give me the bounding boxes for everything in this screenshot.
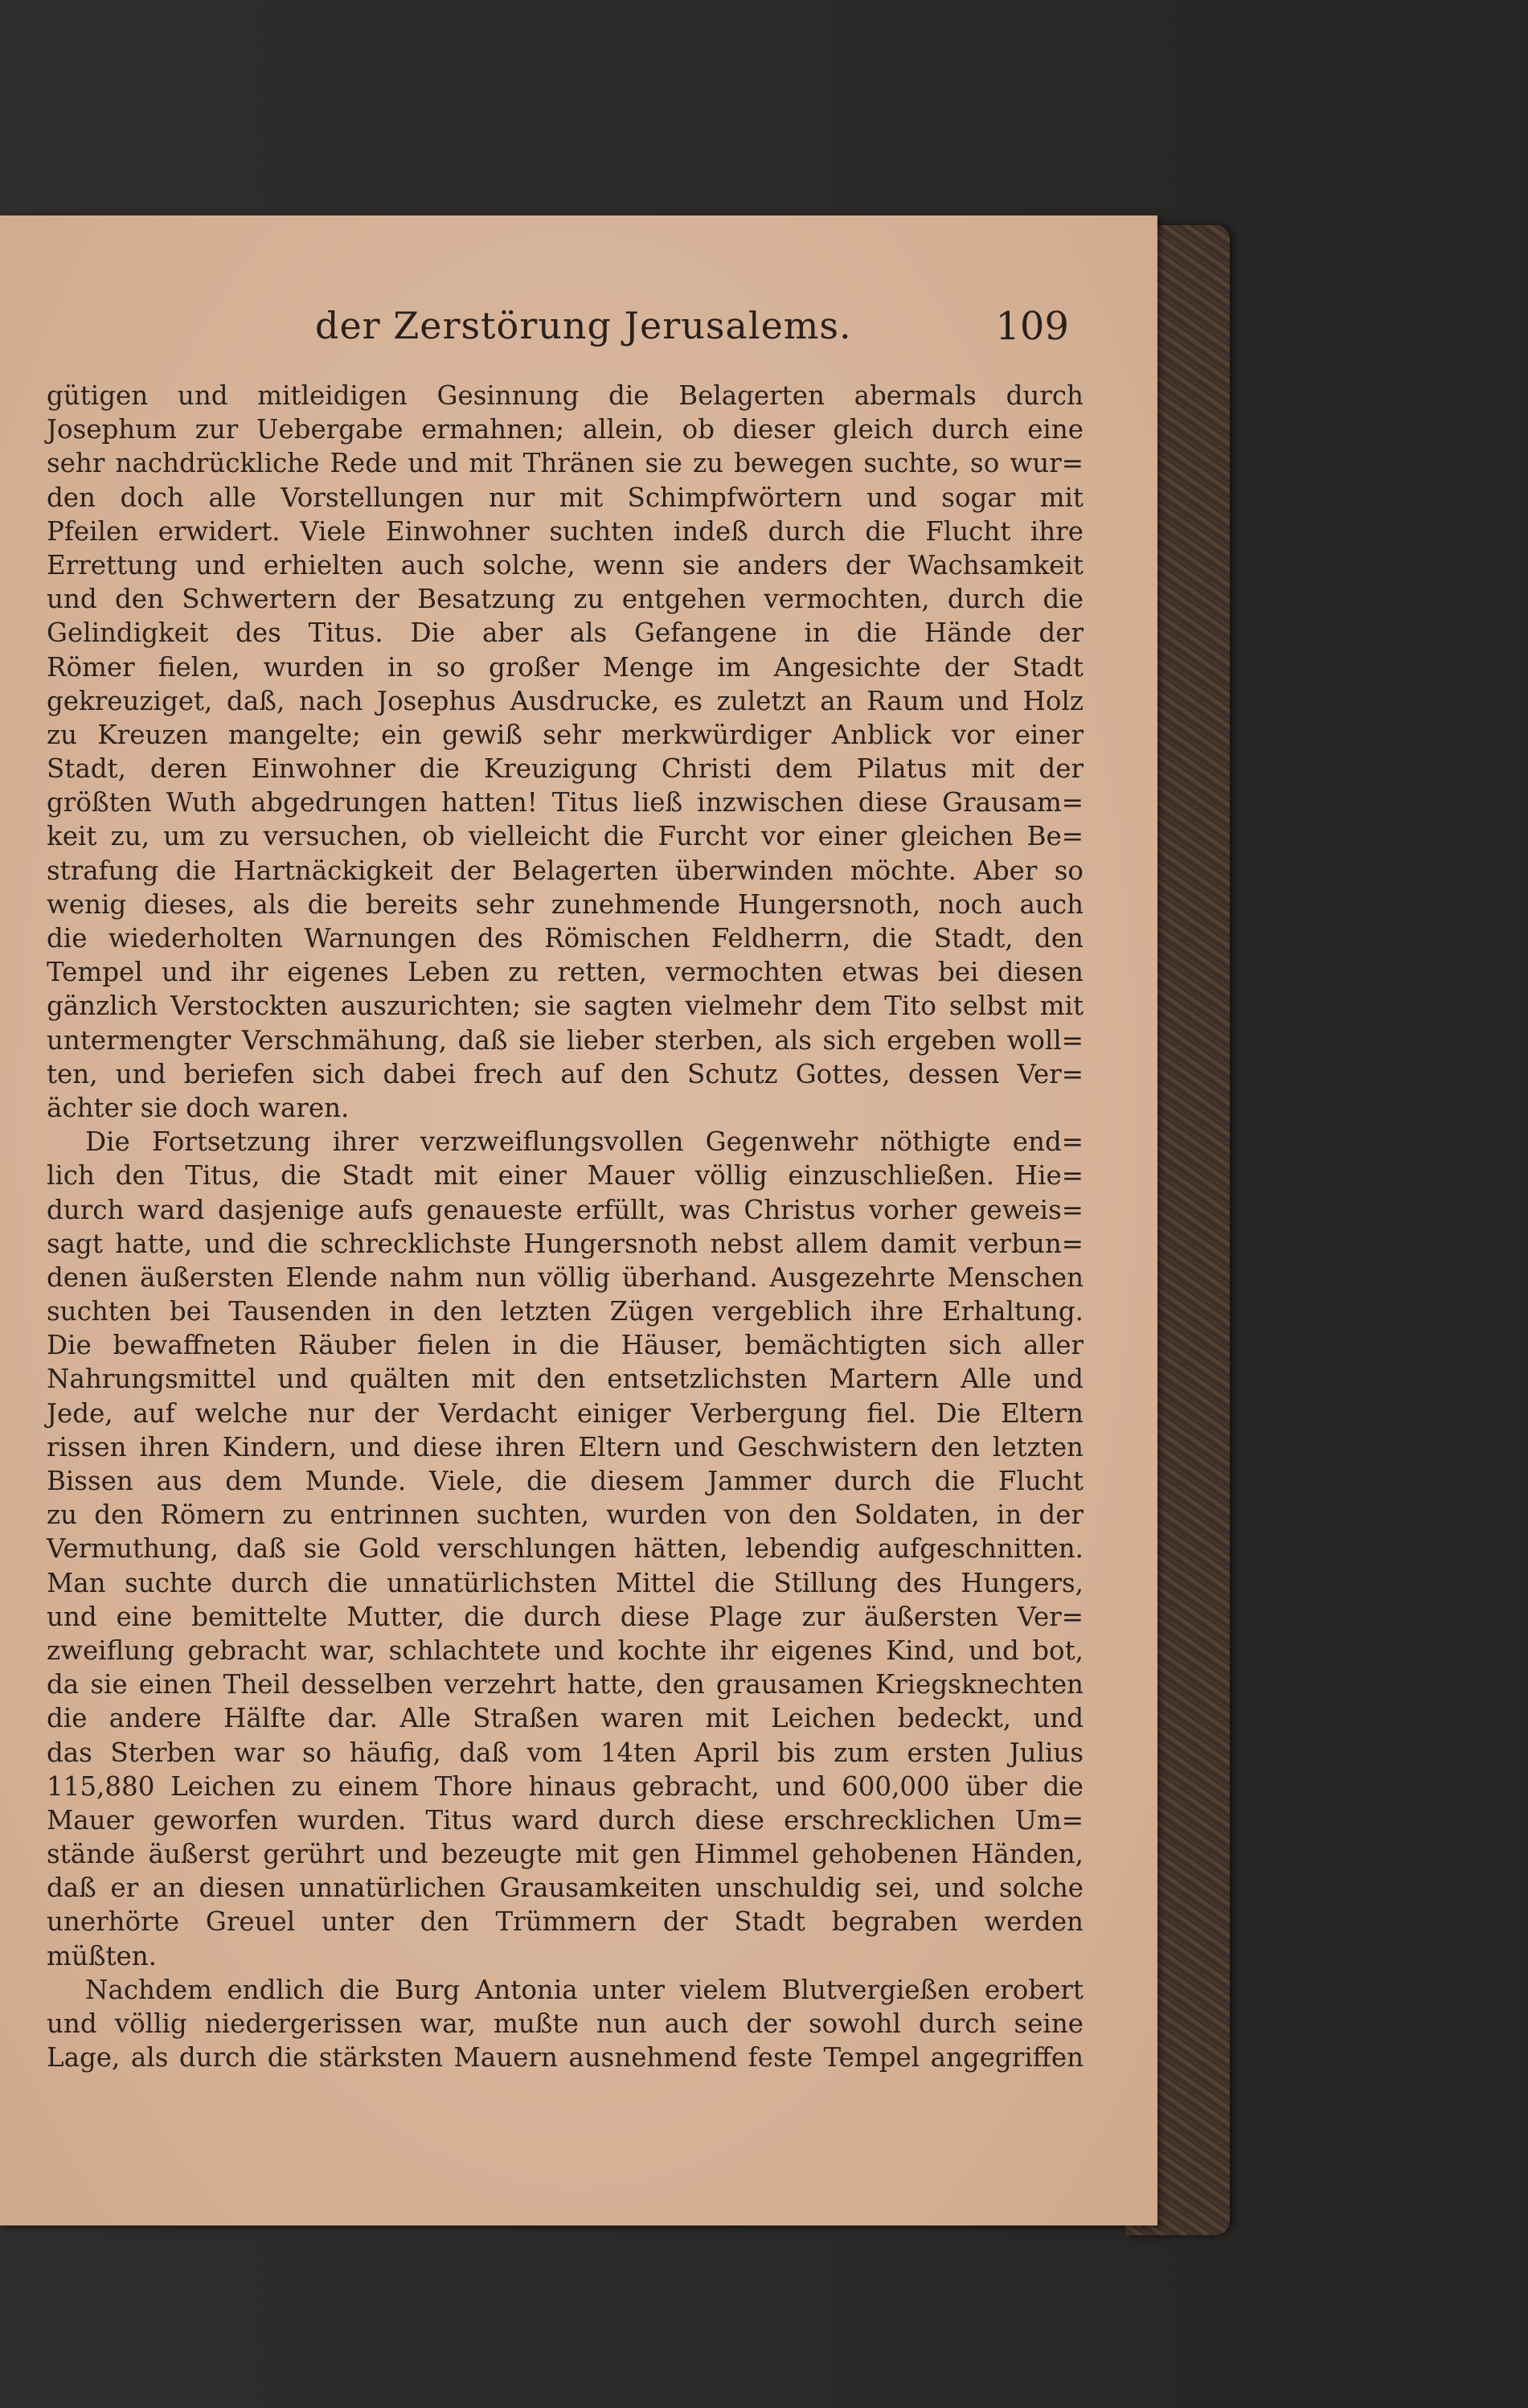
- text-line: rissen ihren Kindern, und diese ihren Eltern und Geschwistern den letzten: [47, 1431, 1084, 1462]
- body-text: [47, 379, 1084, 2074]
- text-line: sehr nachdrückliche Rede und mit Thränen sie zu bewegen suchte, so wur=: [47, 448, 1084, 479]
- text-line: gütigen und mitleidigen Gesinnung die Belagerten abermals durch: [47, 380, 1084, 411]
- text-line: keit zu, um zu versuchen, ob vielleicht die Furcht vor einer gleichen Be=: [47, 821, 1084, 852]
- text-line: Mauer geworfen wurden. Titus ward durch diese erschrecklichen Um=: [47, 1804, 1084, 1836]
- text-line: suchten bei Tausenden in den letzten Zügen vergeblich ihre Erhaltung.: [47, 1296, 1084, 1327]
- text-line: lich den Titus, die Stadt mit einer Mauer völlig einzuschließen. Hie=: [47, 1160, 1084, 1192]
- text-line: den doch alle Vorstellungen nur mit Schimpfwörtern und sogar mit: [47, 482, 1084, 513]
- page-sheet: [0, 215, 1157, 2225]
- text-line: Die bewaffneten Räuber fielen in die Häuser, bemächtigten sich aller: [47, 1330, 1084, 1361]
- text-line: wenig dieses, als die bereits sehr zunehmende Hungersnoth, noch auch: [47, 888, 1084, 920]
- text-line: stände äußerst gerührt und bezeugte mit gen Himmel gehobenen Händen,: [47, 1839, 1084, 1870]
- text-line: die wiederholten Warnungen des Römischen Feldherrn, die Stadt, den: [47, 923, 1084, 954]
- text-line: untermengter Verschmähung, daß sie lieber sterben, als sich ergeben woll=: [47, 1024, 1084, 1056]
- text-line: und den Schwertern der Besatzung zu entgehen vermochten, durch die: [47, 584, 1084, 615]
- text-line: Pfeilen erwidert. Viele Einwohner suchten indeß durch die Flucht ihre: [47, 515, 1084, 547]
- paragraph-3: [47, 1973, 1084, 2075]
- text-line: Vermuthung, daß sie Gold verschlungen hätten, lebendig aufgeschnitten.: [47, 1533, 1084, 1565]
- text-line: und eine bemittelte Mutter, die durch diese Plage zur äußersten Ver=: [47, 1601, 1084, 1632]
- text-line: unerhörte Greuel unter den Trümmern der Stadt begraben werden: [47, 1906, 1084, 1938]
- text-line: zu den Römern zu entrinnen suchten, wurden von den Soldaten, in der: [47, 1499, 1084, 1531]
- text-line: Bissen aus dem Munde. Viele, die diesem Jammer durch die Flucht: [47, 1466, 1084, 1496]
- text-line: denen äußersten Elende nahm nun völlig überhand. Ausgezehrte Menschen: [47, 1261, 1084, 1293]
- page-header: [0, 304, 1069, 352]
- text-line: Errettung und erhielten auch solche, wenn sie anders der Wachsamkeit: [47, 549, 1084, 580]
- text-line: müßten.: [47, 1940, 158, 1971]
- text-line: gänzlich Verstockten auszurichten; sie sagten vielmehr dem Tito selbst mit: [47, 991, 1084, 1022]
- text-line: Josephum zur Uebergabe ermahnen; allein, ob dieser gleich durch eine: [47, 414, 1084, 445]
- text-line: Lage, als durch die stärksten Mauern ausnehmend feste Tempel angegriffen: [47, 2042, 1084, 2074]
- running-head: der Zerstörung Jerusalems.: [315, 304, 852, 347]
- text-line: daß er an diesen unnatürlichen Grausamkeiten unschuldig sei, und solche: [47, 1873, 1084, 1904]
- text-line: Nahrungsmittel und quälten mit den entsetzlichsten Martern Alle und: [47, 1364, 1084, 1395]
- text-line: zu Kreuzen mangelte; ein gewiß sehr merkwürdiger Anblick vor einer: [47, 719, 1084, 750]
- text-line: sagt hatte, und die schrecklichste Hungersnoth nebst allem damit verbun=: [47, 1228, 1084, 1259]
- text-line: Tempel und ihr eigenes Leben zu retten, vermochten etwas bei diesen: [47, 957, 1084, 988]
- text-line: Römer fielen, wurden in so großer Menge im Angesichte der Stadt: [47, 651, 1084, 683]
- text-line: gekreuziget, daß, nach Josephus Ausdrucke, es zuletzt an Raum und Holz: [47, 685, 1084, 716]
- text-line: größten Wuth abgedrungen hatten! Titus ließ inzwischen diese Grausam=: [47, 787, 1084, 818]
- text-line: Man suchte durch die unnatürlichsten Mittel die Stillung des Hungers,: [47, 1567, 1084, 1598]
- text-line: ächter sie doch waren.: [47, 1092, 350, 1123]
- text-line: ten, und beriefen sich dabei frech auf den Schutz Gottes, dessen Ver=: [47, 1058, 1084, 1089]
- text-line: 115,880 Leichen zu einem Thore hinaus gebracht, und 600,000 über die: [47, 1770, 1084, 1802]
- text-line: Stadt, deren Einwohner die Kreuzigung Christi dem Pilatus mit der: [47, 753, 1084, 785]
- page-number: 109: [995, 304, 1069, 349]
- text-line: und völlig niedergerissen war, mußte nun auch der sowohl durch seine: [47, 2008, 1084, 2039]
- paragraph-2: [47, 1125, 1084, 1973]
- text-line: da sie einen Theil desselben verzehrt hatte, den grausamen Kriegsknechten: [47, 1669, 1084, 1700]
- text-line: das Sterben war so häufig, daß vom 14ten April bis zum ersten Julius: [47, 1737, 1084, 1768]
- text-line: zweiflung gebracht war, schlachtete und kochte ihr eigenes Kind, und bot,: [47, 1635, 1084, 1666]
- paragraph-1: [47, 379, 1084, 1125]
- text-line: Jede, auf welche nur der Verdacht einiger Verbergung fiel. Die Eltern: [47, 1397, 1084, 1429]
- text-line: Gelindigkeit des Titus. Die aber als Gefangene in die Hände der: [47, 617, 1084, 649]
- text-line: Die Fortsetzung ihrer verzweiflungsvollen Gegenwehr nöthigte end=: [85, 1126, 1084, 1158]
- text-line: strafung die Hartnäckigkeit der Belagerten überwinden möchte. Aber so: [47, 855, 1084, 886]
- text-line: Nachdem endlich die Burg Antonia unter vielem Blutvergießen erobert: [85, 1974, 1084, 2005]
- text-line: durch ward dasjenige aufs genaueste erfüllt, was Christus vorher geweis=: [47, 1194, 1084, 1225]
- text-line: die andere Hälfte dar. Alle Straßen waren mit Leichen bedeckt, und: [47, 1703, 1084, 1734]
